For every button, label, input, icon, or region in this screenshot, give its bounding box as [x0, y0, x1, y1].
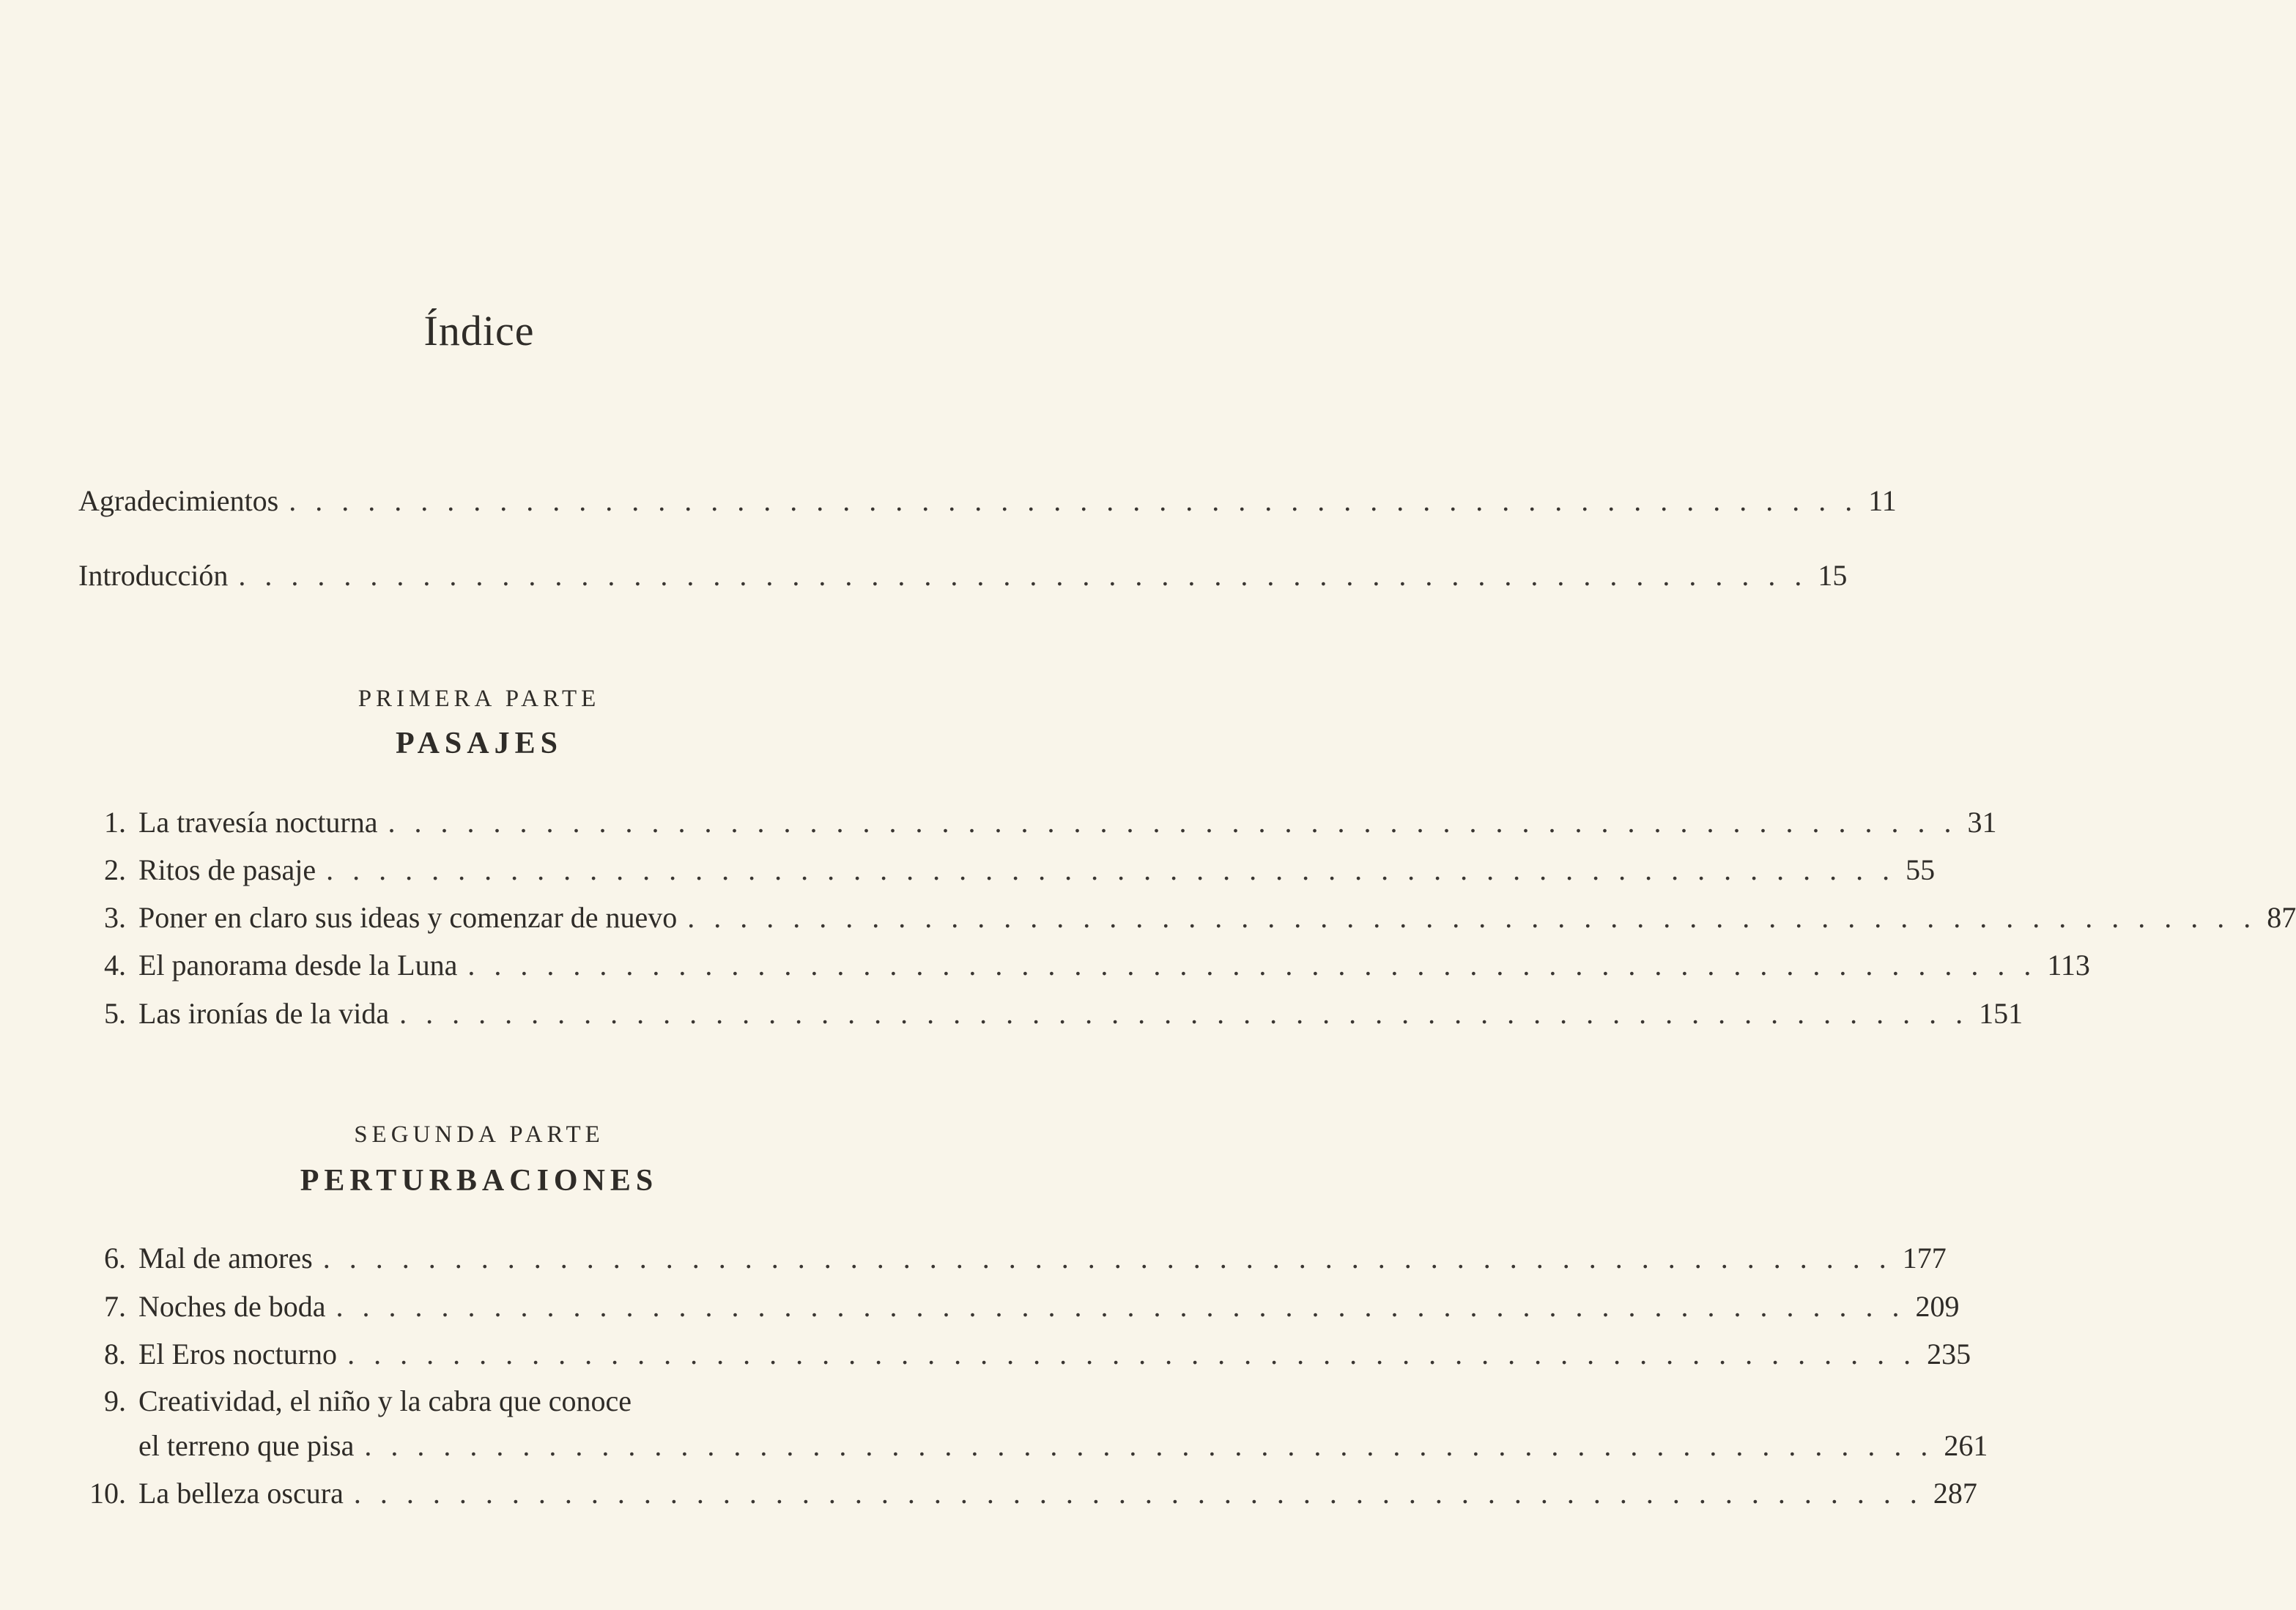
entry-label: Agradecimientos	[78, 484, 279, 517]
dot-leader: . . . . . . . . . . . . . . . . . . . . . . . . . . . . . . . . . . . . . . . . . . . . . . . . . . . . . . . . . . . .	[353, 1477, 1923, 1510]
dot-leader: . . . . . . . . . . . . . . . . . . . . . . . . . . . . . . . . . . . . . . . . . . . . . . . . . . . . . . . . . . . .	[687, 901, 2257, 934]
entry-label: Noches de boda	[138, 1290, 326, 1323]
entry-page: 177	[1902, 1242, 1947, 1275]
entry-page: 151	[1979, 997, 2023, 1030]
chapter-number: 1.	[104, 806, 126, 839]
part-label: PRIMERA PARTE	[358, 686, 601, 712]
entry-page: 11	[1868, 484, 1897, 517]
part-title: PASAJES	[396, 727, 563, 760]
dot-leader: . . . . . . . . . . . . . . . . . . . . . . . . . . . . . . . . . . . . . . . . . . . . . . . . . . . . . . . . . . . .	[289, 484, 1859, 517]
chapter-number: 9.	[104, 1384, 126, 1417]
toc-entry-introduction	[78, 555, 1848, 596]
entry-page: 113	[2047, 949, 2090, 982]
dot-leader: . . . . . . . . . . . . . . . . . . . . . . . . . . . . . . . . . . . . . . . . . . . . . . . . . . . . . . . . . . . .	[347, 1338, 1917, 1370]
dot-leader: . . . . . . . . . . . . . . . . . . . . . . . . . . . . . . . . . . . . . . . . . . . . . . . . . . . . . . . . . . . .	[326, 853, 1896, 886]
chapter-number: 8.	[104, 1338, 126, 1370]
entry-label: La travesía nocturna	[138, 806, 378, 839]
entry-page: 261	[1944, 1429, 1988, 1462]
part-title: PERTURBACIONES	[300, 1164, 659, 1198]
dot-leader: . . . . . . . . . . . . . . . . . . . . . . . . . . . . . . . . . . . . . . . . . . . . . . . . . . . . . . . . . . . .	[322, 1242, 1892, 1275]
page-title: Índice	[423, 307, 535, 355]
entry-page: 87	[2267, 901, 2296, 934]
chapter-number: 5.	[104, 997, 126, 1030]
chapter-number: 2.	[104, 853, 126, 886]
dot-leader: . . . . . . . . . . . . . . . . . . . . . . . . . . . . . . . . . . . . . . . . . . . . . . . . . . . . . . . . . . . .	[467, 949, 2037, 982]
entry-label: Introducción	[78, 559, 229, 592]
toc-entry-chapter	[138, 802, 1997, 843]
entry-label: Mal de amores	[138, 1242, 313, 1275]
toc-entry-chapter	[138, 897, 2296, 938]
entry-page: 287	[1933, 1477, 1977, 1510]
toc-entry-acknowledgements	[78, 481, 1897, 522]
entry-page: 31	[1967, 806, 1997, 839]
dot-leader: . . . . . . . . . . . . . . . . . . . . . . . . . . . . . . . . . . . . . . . . . . . . . . . . . . . . . . . . . . . .	[364, 1429, 1934, 1462]
toc-entry-chapter	[138, 1425, 1988, 1466]
dot-leader: . . . . . . . . . . . . . . . . . . . . . . . . . . . . . . . . . . . . . . . . . . . . . . . . . . . . . . . . . . . .	[399, 997, 1969, 1030]
entry-label: El panorama desde la Luna	[138, 949, 458, 982]
toc-entry-chapter	[138, 1238, 1947, 1279]
entry-page: 55	[1906, 853, 1936, 886]
toc-entry-chapter	[138, 1473, 1977, 1514]
toc-entry-chapter	[138, 1286, 1960, 1327]
entry-label: El Eros nocturno	[138, 1338, 338, 1370]
entry-label: La belleza oscura	[138, 1477, 344, 1510]
dot-leader: . . . . . . . . . . . . . . . . . . . . . . . . . . . . . . . . . . . . . . . . . . . . . . . . . . . . . . . . . . . .	[238, 559, 1808, 592]
dot-leader: . . . . . . . . . . . . . . . . . . . . . . . . . . . . . . . . . . . . . . . . . . . . . . . . . . . . . . . . . . . .	[336, 1290, 1906, 1323]
entry-label: Poner en claro sus ideas y comenzar de nuevo	[138, 901, 678, 934]
entry-label-line1: Creatividad, el niño y la cabra que conoce	[138, 1384, 632, 1417]
toc-entry-chapter	[138, 1334, 1971, 1375]
entry-page: 235	[1927, 1338, 1971, 1370]
entry-label: Ritos de pasaje	[138, 853, 316, 886]
toc-entry-chapter	[138, 850, 1936, 891]
entry-page: 15	[1818, 559, 1848, 592]
dot-leader: . . . . . . . . . . . . . . . . . . . . . . . . . . . . . . . . . . . . . . . . . . . . . . . . . . . . . . . . . . . .	[388, 806, 1958, 839]
toc-entry-chapter	[138, 993, 2023, 1034]
toc-entry-chapter	[138, 945, 2090, 986]
entry-label: Las ironías de la vida	[138, 997, 390, 1030]
chapter-number: 10.	[89, 1477, 126, 1510]
entry-label-line2: el terreno que pisa	[138, 1429, 355, 1462]
chapter-number: 4.	[104, 949, 126, 982]
chapter-number: 3.	[104, 901, 126, 934]
chapter-number: 7.	[104, 1290, 126, 1323]
chapter-number: 6.	[104, 1242, 126, 1275]
entry-page: 209	[1915, 1290, 1960, 1323]
part-label: SEGUNDA PARTE	[354, 1121, 604, 1148]
